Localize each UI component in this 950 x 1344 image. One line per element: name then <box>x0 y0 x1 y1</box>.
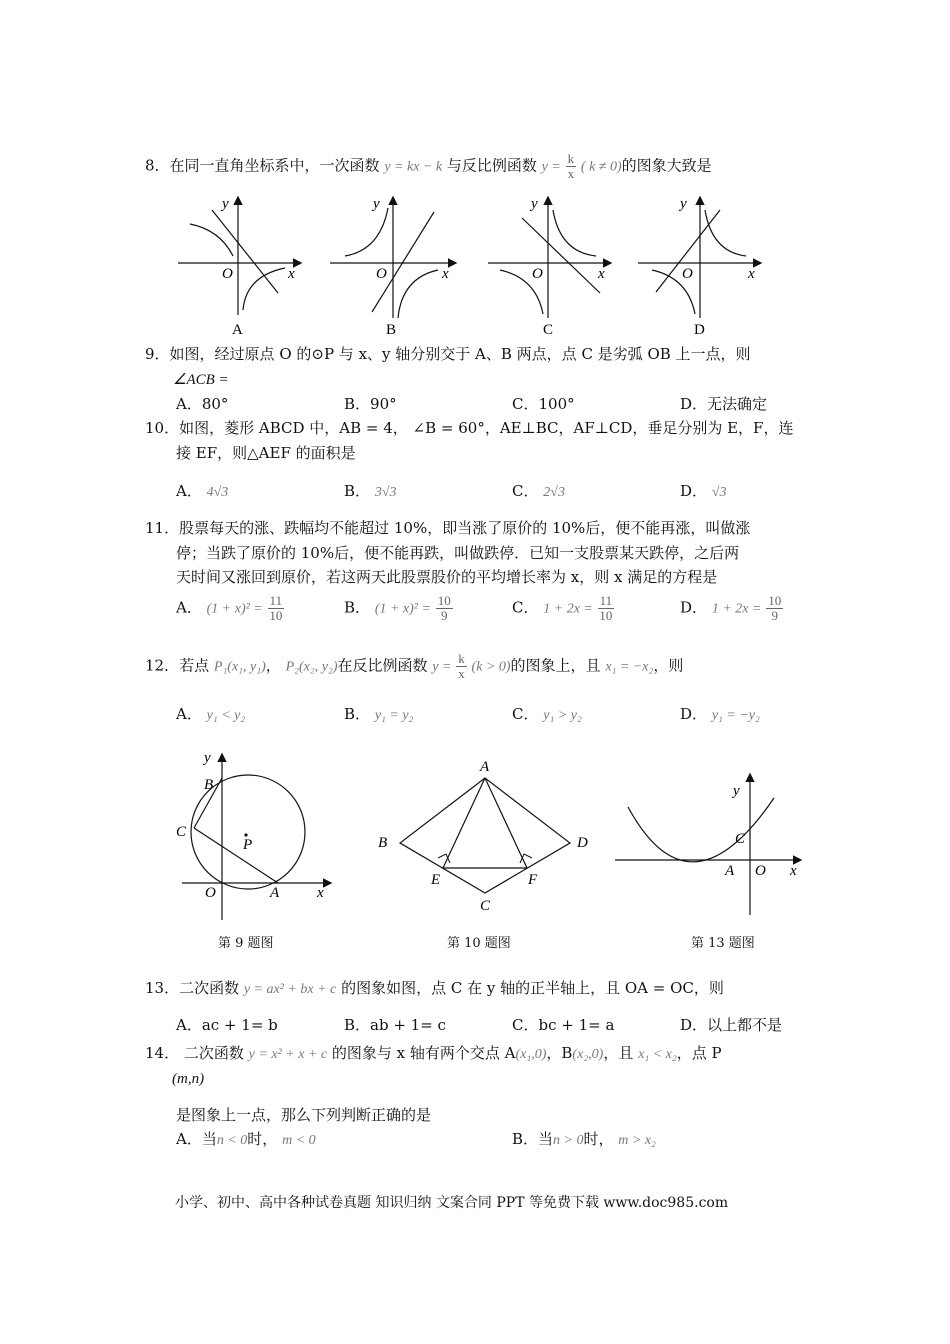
fig9-point-p: P <box>243 837 253 853</box>
q14-option-a-result: m < 0 <box>282 1133 316 1148</box>
q14-option-a <box>176 1128 316 1152</box>
q10-text-line1: 如图，菱形 ABCD 中，AB = 4， ∠B = 60°，AE⊥BC，AF⊥CD，垂足分别为 E，F，连 <box>179 419 794 437</box>
q11-option-b-den: 9 <box>440 608 448 623</box>
q14-text-c: ，B <box>546 1044 573 1062</box>
q11-option-d-lhs: 1 + 2x = <box>711 601 762 617</box>
q8c-origin: O <box>532 266 543 282</box>
q10-option-a-letter: A． <box>176 482 202 500</box>
q8b-x-label: x <box>442 266 449 282</box>
q9-text-line1: 如图，经过原点 O 的⊙P 与 x、y 轴分别交于 A、B 两点，点 C 是劣弧 OB 上一点，则 <box>169 345 751 363</box>
q12-option-a-value: y₁ < y₂ <box>206 708 246 723</box>
q10-option-c-letter: C． <box>512 482 539 500</box>
fig13-y-label: y <box>733 783 740 799</box>
fig9-y-label: y <box>204 750 211 766</box>
q8d-origin: O <box>682 266 693 282</box>
fig10-point-c: C <box>480 898 491 914</box>
q12-text-d: ，则 <box>653 656 684 675</box>
q10-stem-line1 <box>145 417 793 439</box>
q12-fn-num: k <box>458 651 465 666</box>
q12-fn-fraction <box>456 652 467 681</box>
q10-stem-line2: 接 EF，则△AEF 的面积是 <box>176 444 356 462</box>
q8-linear-function: y = kx − k <box>384 159 443 175</box>
q8b-choice-label: B <box>386 322 397 338</box>
fig10-point-d: D <box>577 835 588 851</box>
fig13-point-a: A <box>725 863 735 879</box>
q12-text-a: 若点 <box>179 656 210 675</box>
q10-option-d-letter: D． <box>680 482 708 500</box>
q11-option-a <box>176 594 284 623</box>
q14-option-b-mid: 时， <box>583 1130 614 1148</box>
q14-option-a-prefix: A．当 <box>176 1130 217 1148</box>
q10-option-d-value: √3 <box>711 485 727 500</box>
q14-option-a-cond: n < 0 <box>216 1133 248 1148</box>
q11-option-d-fraction <box>766 594 783 623</box>
q11-option-a-lhs: (1 + x)² = <box>206 601 263 617</box>
q13-text-a: 二次函数 <box>179 979 240 997</box>
q13-expression: y = ax² + bx + c <box>243 982 337 997</box>
q10-option-d <box>680 480 727 504</box>
page-footer: 小学、初中、高中各种试卷真题 知识归纳 文案合同 PPT 等免费下载 www.doc985.com <box>175 1195 729 1211</box>
q11-option-b-num: 10 <box>437 593 451 608</box>
fig13-caption: 第 13 题图 <box>691 936 755 951</box>
fig9-x-label: x <box>317 885 324 901</box>
q12-text-c: 的图象上，且 <box>510 656 601 675</box>
q12-option-c <box>512 703 582 727</box>
q13-text-b: 的图象如图，点 C 在 y 轴的正半轴上，且 OA = OC，则 <box>341 979 724 997</box>
q13-stem <box>145 977 724 1001</box>
fig13-x-label: x <box>790 863 797 879</box>
q14-stem-line1 <box>145 1042 722 1066</box>
q12-option-d-letter: D． <box>680 705 708 723</box>
q11-option-d <box>680 594 783 623</box>
q8-stem <box>145 152 712 181</box>
q11-option-c-letter: C． <box>512 598 539 617</box>
q8-graph-a <box>178 196 300 338</box>
fig9-point-c: C <box>176 824 187 840</box>
q8-number: 8． <box>145 156 170 175</box>
q12-option-d-value: y₁ = −y₂ <box>711 708 760 723</box>
q8-inverse-fraction <box>566 152 577 181</box>
q10-option-c-value: 2√3 <box>543 485 565 500</box>
q13-option-a: A．ac + 1= b <box>176 1016 278 1034</box>
q11-number: 11． <box>145 519 180 537</box>
fig9-caption: 第 9 题图 <box>218 936 274 951</box>
fig10-caption: 第 10 题图 <box>447 936 511 951</box>
q8b-origin: O <box>376 266 387 282</box>
q11-option-a-fraction <box>268 594 285 623</box>
q14-option-b <box>512 1128 656 1152</box>
q12-option-c-letter: C． <box>512 705 539 723</box>
q14-text-a: 二次函数 <box>183 1044 244 1062</box>
q8-text-b: 与反比例函数 <box>446 156 537 175</box>
q12-fn-condition: (k > 0) <box>471 659 511 675</box>
figures-row <box>0 745 950 945</box>
q12-option-b <box>344 703 413 727</box>
q11-option-c-den: 10 <box>599 608 613 623</box>
q12-option-a <box>176 703 245 727</box>
q14-text-b: 的图象与 x 轴有两个交点 A <box>331 1044 516 1062</box>
q9-option-b: B．90° <box>344 395 397 413</box>
q10-option-a <box>176 480 228 504</box>
q8-text-a: 在同一直角坐标系中，一次函数 <box>169 156 380 175</box>
fig10-diagram <box>378 759 588 914</box>
q12-option-a-letter: A． <box>176 705 202 723</box>
q12-point-p1: P₁(x₁, y₁) <box>213 659 266 675</box>
q8-text-c: 的图象大致是 <box>621 156 712 175</box>
q14-text-e: ，点 P <box>676 1044 722 1062</box>
fig10-point-f: F <box>528 872 538 888</box>
q8b-y-label: y <box>373 196 380 212</box>
fig13-point-c: C <box>735 831 746 847</box>
q11-option-a-den: 10 <box>269 608 283 623</box>
q8-inverse-lhs: y = <box>541 159 561 175</box>
q8a-choice-label: A <box>232 322 243 338</box>
q14-stem-line2: (m,n) <box>172 1071 205 1087</box>
q11-option-d-letter: D． <box>680 598 708 617</box>
q11-option-d-num: 10 <box>768 593 782 608</box>
q11-option-a-letter: A． <box>176 598 202 617</box>
q14-point-b: (x₂,0) <box>572 1047 604 1062</box>
q11-stem-line2: 停；当跌了原价的 10%后，便不能再跌，叫做跌停．已知一支股票某天跌停，之后两 <box>176 544 740 562</box>
q8-graph-c <box>488 196 610 338</box>
q9-option-d: D．无法确定 <box>680 395 768 413</box>
q14-stem-line3: 是图象上一点，那么下列判断正确的是 <box>176 1106 432 1124</box>
q10-option-b-value: 3√3 <box>374 485 397 500</box>
q8c-x-label: x <box>598 266 605 282</box>
q9-option-a: A．80° <box>176 395 229 413</box>
q8a-y-label: y <box>222 196 229 212</box>
q12-stem <box>145 652 683 681</box>
q8c-choice-label: C <box>543 322 554 338</box>
q8d-y-label: y <box>680 196 687 212</box>
q14-option-b-result: m > x₂ <box>618 1133 656 1148</box>
q10-option-c <box>512 480 565 504</box>
q10-option-b <box>344 480 397 504</box>
q13-option-d: D．以上都不是 <box>680 1016 783 1034</box>
q12-fn-den: x <box>458 666 465 681</box>
q11-option-d-den: 9 <box>771 608 778 623</box>
q8d-choice-label: D <box>694 322 705 338</box>
q10-number: 10． <box>145 419 180 437</box>
q11-option-c-fraction <box>598 594 615 623</box>
q9-number: 9． <box>145 345 170 363</box>
q8-frac-num: k <box>567 151 575 166</box>
q12-sep: ， <box>265 656 281 675</box>
fig9-point-a: A <box>270 885 280 901</box>
q12-fn-lhs: y = <box>432 659 452 675</box>
fig9-origin: O <box>205 885 216 901</box>
q8a-origin: O <box>222 266 233 282</box>
q12-text-b: 在反比例函数 <box>337 656 428 675</box>
q14-condition: x₁ < x₂ <box>638 1047 677 1062</box>
q8-graphs <box>0 190 950 350</box>
fig10-point-a: A <box>480 759 490 775</box>
q14-point-a: (x₁,0) <box>515 1047 547 1062</box>
q11-stem-line1 <box>145 517 750 539</box>
q12-option-b-letter: B． <box>344 705 371 723</box>
fig10-point-e: E <box>431 872 441 888</box>
q12-option-c-value: y₁ > y₂ <box>543 708 582 723</box>
q11-option-b-letter: B． <box>344 598 371 617</box>
q11-option-b-fraction <box>436 594 453 623</box>
q11-option-b <box>344 594 453 623</box>
fig13-origin: O <box>755 863 766 879</box>
q8-graph-b <box>330 196 455 338</box>
q14-option-b-prefix: B．当 <box>512 1130 554 1148</box>
fig9-diagram <box>176 750 330 920</box>
q9-stem-line2: ∠ACB = <box>173 372 229 388</box>
q9-stem-line1 <box>145 343 751 365</box>
fig9-point-b: B <box>204 777 214 793</box>
q10-option-b-letter: B． <box>344 482 371 500</box>
q11-option-b-lhs: (1 + x)² = <box>374 601 431 617</box>
q11-option-c <box>512 594 614 623</box>
q8c-y-label: y <box>531 196 538 212</box>
q12-condition: x₁ = −x₂ <box>605 659 654 675</box>
q11-option-c-num: 11 <box>599 593 613 608</box>
q14-number: 14． <box>145 1044 180 1062</box>
q14-option-a-mid: 时， <box>247 1130 278 1148</box>
q8-graph-d <box>638 196 760 338</box>
q12-number: 12． <box>145 656 180 675</box>
q11-option-a-num: 11 <box>269 593 283 608</box>
q11-text-line1: 股票每天的涨、跌幅均不能超过 10%，即当涨了原价的 10%后，便不能再涨，叫做涨 <box>179 519 751 537</box>
q14-option-b-cond: n > 0 <box>553 1133 584 1148</box>
q8-frac-den: x <box>567 166 575 181</box>
fig13-diagram <box>615 775 800 915</box>
q11-option-c-lhs: 1 + 2x = <box>543 601 593 617</box>
q12-option-d <box>680 703 760 727</box>
fig10-point-b: B <box>378 835 388 851</box>
q12-option-b-value: y₁ = y₂ <box>374 708 414 723</box>
q9-option-c: C．100° <box>512 395 575 413</box>
q13-option-c: C．bc + 1= a <box>512 1016 615 1034</box>
q14-expression: y = x² + x + c <box>248 1047 328 1062</box>
q12-point-p2: P₂(x₂, y₂) <box>285 659 338 675</box>
q8a-x-label: x <box>288 266 295 282</box>
q8-condition: ( k ≠ 0) <box>580 159 622 175</box>
q14-text-d: ，且 <box>603 1044 634 1062</box>
q11-stem-line3: 天时间又涨回到原价，若这两天此股票股价的平均增长率为 x，则 x 满足的方程是 <box>176 568 718 586</box>
q13-option-b: B．ab + 1= c <box>344 1016 446 1034</box>
q8d-x-label: x <box>748 266 755 282</box>
q13-number: 13． <box>145 979 180 997</box>
q10-option-a-value: 4√3 <box>206 485 229 500</box>
